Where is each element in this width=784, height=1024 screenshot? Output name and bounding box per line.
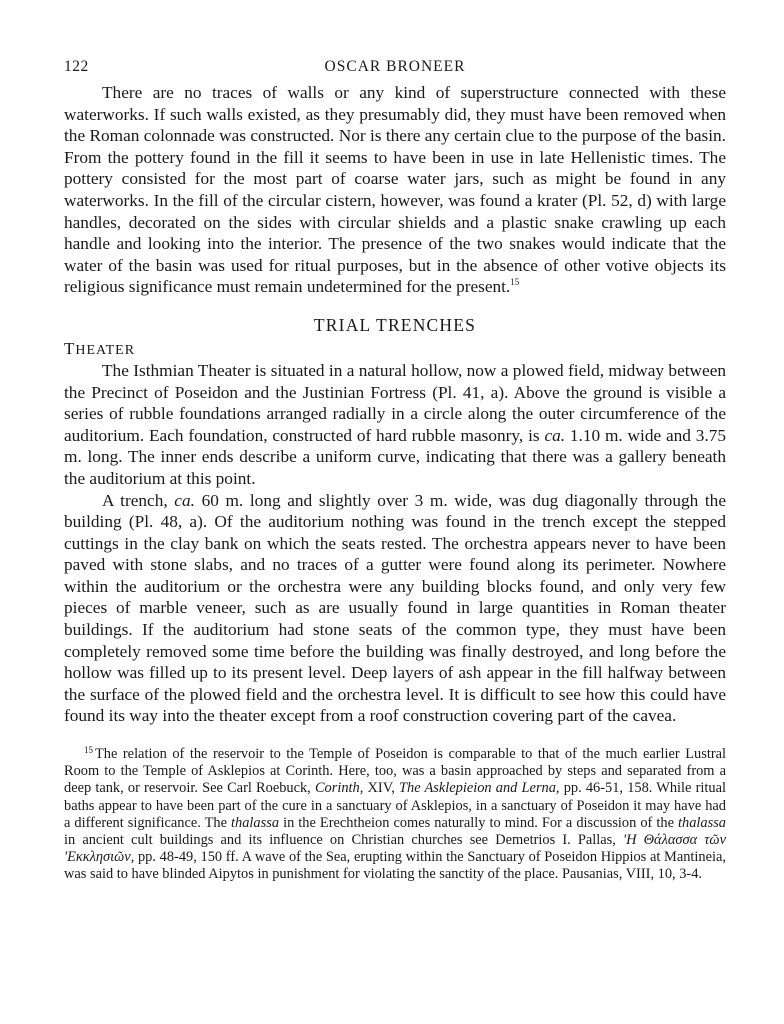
intro-paragraph [64, 82, 726, 298]
theater-paragraph-2 [64, 490, 726, 728]
theater-p1-ca: ca. [544, 425, 566, 445]
footnote-italic-5: 'Η Θάλασσα τῶν 'Εκκλησιῶν, [64, 832, 726, 866]
footnote-italic-2: The Asklepieion and Lerna, [399, 780, 560, 797]
running-head-author: OSCAR BRONEER [324, 58, 466, 75]
subheading-theater [64, 339, 726, 360]
subheading-rest: HEATER [75, 342, 136, 358]
theater-p2-ca: ca. [174, 490, 195, 510]
theater-paragraph-1 [64, 360, 726, 490]
intro-paragraph-text: There are no traces of walls or any kind of superstructure connected with these waterworks. If such walls existed, as they presumably did, they must have been removed when the Roman colonnade was constructed. Nor is there any certain clue to the purpose of the basin. From the pottery found in the fill it seems to have been in use in late Hellenistic times. The pottery consisted for the most part of coarse water jars, such as might be found in any waterworks. In the fill of the circular cistern, however, was found a krater (Pl. 52, d) with large handles, decorated on the sides with circular shields and a plastic snake crawling up each handle and looking into the interior. The presence of the two snakes would indicate that the water of the basin was used for ritual purposes, but in the absence of other votive objects its religious significance must remain undetermined for the present. [64, 83, 726, 297]
footnote-text-4: in the Erechtheion comes naturally to mind. For a discussion of the [279, 814, 679, 831]
theater-p1-text-a: The Isthmian Theater is situated in a natural hollow, now a plowed field, midway between the Precinct of Poseidon and the Justinian Fortress (Pl. 41, a). Above the ground is visible a series of rubble foundations arranged radially in a circle along the outer circumference of the auditorium. Each foundation, constructed of hard rubble masonry, is [64, 360, 726, 445]
footnote-number: 15 [84, 745, 93, 756]
footnote-text-5: in ancient cult buildings and its influence on Christian churches see Demetrios I. Pallas, [64, 832, 624, 849]
subheading-initial: T [64, 338, 76, 358]
theater-p2-text-b: 60 m. long and slightly over 3 m. wide, was dug diagonally through the building (Pl. 48, a). Of the auditorium nothing was found in the trench except the stepped cuttings in the clay bank on which the seats rested. The orchestra appears never to have been paved with stone slabs, and no traces of a gutter were found along its perimeter. Nowhere within the auditorium or the orchestra were any building blocks found, and only very few pieces of marble veneer, such as are usually found in large quantities in Roman theater buildings. If the auditorium had stone seats of the common type, they must have been completely removed some time before the building was finally destroyed, and long before the hollow was filled up to its present level. Deep layers of ash appear in the fill halfway between the surface of the plowed field and the orchestra level. It is difficult to see how this could have found its way into the theater except from a roof construction covering part of the cavea. [64, 490, 726, 726]
footnote-text-2: XIV, [363, 780, 399, 797]
theater-p1-text-b: 1.10 m. wide and 3.75 m. long. The inner ends describe a uniform curve, indicating that there was a gallery beneath the auditorium at this point. [64, 425, 726, 488]
footnote-15 [64, 746, 726, 884]
theater-p2-text-a: A trench, [102, 490, 175, 510]
footnote-italic-4: thalassa [678, 814, 726, 831]
page-number: 122 [64, 58, 89, 75]
footnote-text-1: The relation of the reservoir to the Temple of Poseidon is comparable to that of the much earlier Lustral Room to the Temple of Asklepios at Corinth. Here, too, was a basin approached by steps and separated from a deep tank, or reservoir. See Carl Roebuck, [64, 746, 726, 797]
footnote-text-6: pp. 48-49, 150 ff. A wave of the Sea, erupting within the Sanctuary of Poseidon Hippios at Mantineia, was said to have blinded Aipytos in punishment for violating the sanctity of the place. Pausanias, VIII, 10, 3-4. [64, 849, 726, 883]
footnote-italic-3: thalassa [231, 814, 280, 831]
footnote-text-3: pp. 46-51, 158. While ritual baths appear to have been part of the cure in a sanctuary of Asklepios, in a sanctuary of Poseidon it may have had a different significance. The [64, 780, 726, 831]
page [64, 58, 726, 884]
footnote-reference[interactable]: 15 [510, 277, 520, 288]
footnote-italic-1: Corinth, [314, 780, 364, 797]
section-title: TRIAL TRENCHES [313, 314, 477, 335]
running-head [64, 58, 726, 82]
